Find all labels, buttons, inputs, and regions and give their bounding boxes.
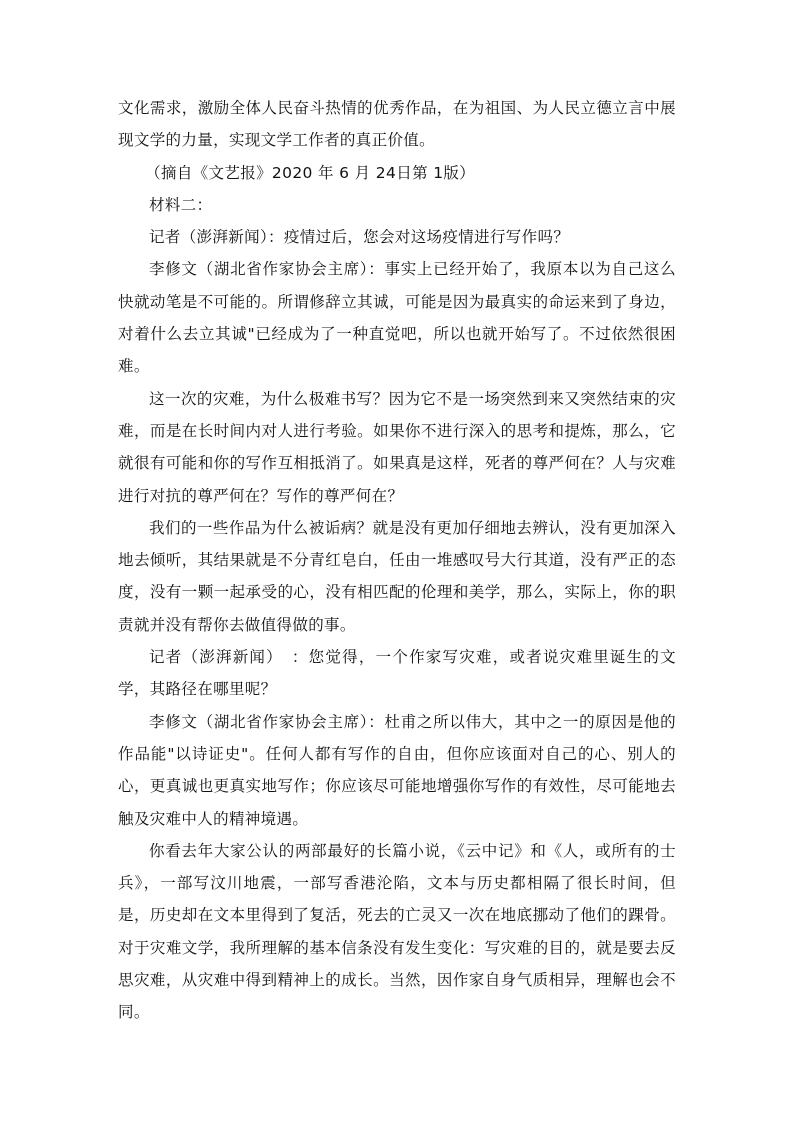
interview-answer-1-cont-b: 我们的一些作品为什么被诟病？就是没有更加仔细地去辨认，没有更加深入地去倾听，其结果就是不分青红皂白，任由一堆感叹号大行其道，没有严正的态度，没有一颗一起承受的心，没有相匹配的伦理和美学，那么，实际上，你的职责就并没有帮你去做值得做的事。 (118, 518, 676, 634)
interview-question-2: 记者（澎湃新闻） ：您觉得，一个作家写灾难，或者说灾难里诞生的文学，其路径在哪里呢？ (118, 648, 676, 699)
section-heading-material-two: 材料二： (149, 195, 213, 214)
interview-question-1: 记者（澎湃新闻）：疫情过后，您会对这场疫情进行写作吗？ (149, 228, 570, 247)
paragraph-intro-continuation: 文化需求，激励全体人民奋斗热情的优秀作品，在为祖国、为人民立德立言中展现文学的力量，实现文学工作者的真正价值。 (118, 99, 676, 150)
source-citation: （摘自《文艺报》2020 年 6 月 24日第 1版） (145, 163, 476, 182)
document-body (118, 92, 676, 1029)
interview-answer-1: 李修文（湖北省作家协会主席）：事实上已经开始了，我原本以为自己这么快就动笔是不可能的。所谓修辞立其诚，可能是因为最真实的命运来到了身边，对着什么去立其诚"已经成为了一种直觉吧，所以也就开始写了。不过依然很困难。 (118, 260, 676, 376)
interview-answer-1-cont-a: 这一次的灾难，为什么极难书写？因为它不是一场突然到来又突然结束的灾难，而是在长时间内对人进行考验。如果你不进行深入的思考和提炼，那么，它就很有可能和你的写作互相抵消了。如果真是这样，死者的尊严何在？人与灾难进行对抗的尊严何在？写作的尊严何在？ (118, 389, 676, 505)
interview-answer-2-cont: 你看去年大家公认的两部最好的长篇小说，《云中记》和《人，或所有的士兵》，一部写汶川地震，一部写香港沦陷，文本与历史都相隔了很长时间，但是，历史却在文本里得到了复活，死去的亡灵又一次在地底挪动了他们的踝骨。对于灾难文学，我所理解的基本信条没有发生变化：写灾难的目的，就是要去反思灾难，从灾难中得到精神上的成长。当然，因作家自身气质相异，理解也会不同。 (118, 841, 676, 1022)
interview-answer-2: 李修文（湖北省作家协会主席）：杜甫之所以伟大，其中之一的原因是他的作品能"以诗证史"。任何人都有写作的自由，但你应该面对自己的心、别人的心，更真诚也更真实地写作；你应该尽可能地增强你写作的有效性，尽可能地去触及灾难中人的精神境遇。 (118, 712, 676, 828)
